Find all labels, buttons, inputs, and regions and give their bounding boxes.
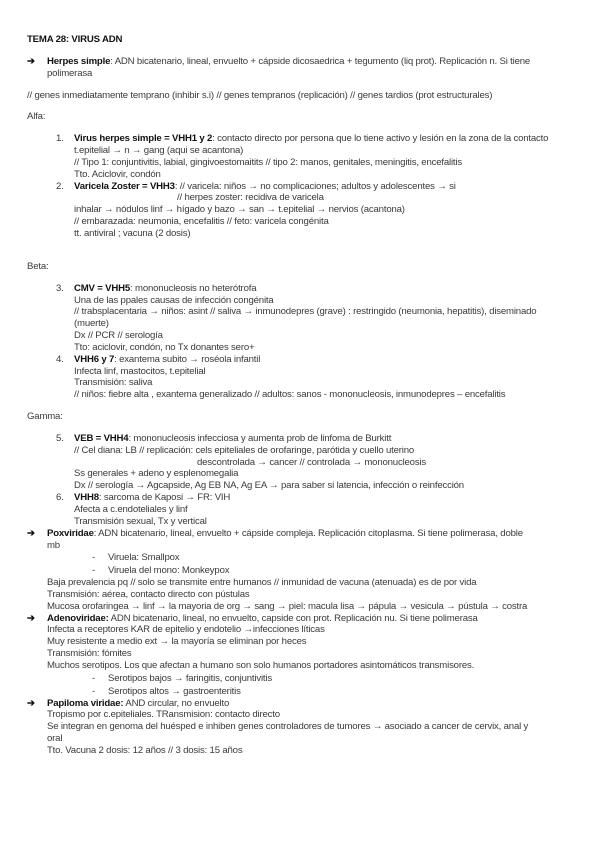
item-heading: Virus herpes simple = VHH1 y 2 — [74, 133, 213, 145]
text-line: (muerte) — [74, 318, 109, 330]
text-line: Muy resistente a medio ext → la mayoría se eliminan por heces — [47, 636, 307, 648]
list-item-5 — [0, 433, 600, 445]
line-text: : // varicela: niños → no complicaciones; adultos y adolescentes → si — [174, 180, 456, 192]
text-line: Baja prevalencia pq // solo se transmite entre humanos // inmunidad de vacuna (atenuada) es de por vida — [47, 577, 477, 589]
section-heading: Adenoviridae: — [47, 612, 109, 624]
bullet-item — [0, 686, 600, 698]
text-line: Transmisión: fómites — [47, 648, 132, 660]
text-line: // genes inmediatamente temprano (inhibir s.i) // genes tempranos (replicación) // genes tardios (prot estructurales) — [27, 89, 493, 101]
arrow-icon: ➔ — [27, 55, 35, 67]
line-text: Viruela: Smallpox — [108, 552, 180, 564]
text-line: Una de las ppales causas de infección congénita — [74, 294, 274, 306]
list-number: 1. — [56, 133, 64, 145]
text-line: Transmisión sexual, Tx y vertical — [74, 515, 207, 527]
text-line: // Cel diana: LB // replicación: cels epiteliales de orofaringe, parótida y cuello uterino — [74, 444, 415, 456]
dash-bullet: - — [92, 552, 96, 564]
line-text: : mononucleosis no heterótrofa — [130, 282, 257, 294]
text-line: polimerasa — [47, 67, 93, 79]
section-poxviridae — [0, 528, 600, 540]
list-item-1 — [0, 133, 600, 145]
list-number: 5. — [56, 432, 64, 444]
bullet-item — [0, 552, 600, 564]
document-title: TEMA 28: VIRUS ADN — [27, 34, 123, 45]
text-line: mb — [47, 539, 60, 551]
line-text: : sarcoma de Kaposi → FR: VIH — [98, 492, 231, 504]
section-papiloma-viridae — [0, 698, 600, 710]
item-heading: Varicela Zoster = VHH3 — [74, 180, 175, 192]
line-text: : mononucleosis infecciosa y aumenta prob de linfoma de Burkitt — [128, 432, 392, 444]
text-line: Tto. Vacuna 2 dosis: 12 años // 3 dosis: 15 años — [47, 744, 243, 756]
arrow-icon: ➔ — [27, 697, 35, 709]
dash-bullet: - — [92, 685, 96, 697]
text-line: tt. antiviral ; vacuna (2 dosis) — [74, 227, 191, 239]
section-heading: Papiloma viridae: — [47, 697, 124, 709]
text-line: t.epitelial → n → gang (aqui se acantona) — [74, 145, 244, 157]
subheading-gamma: Gamma: — [27, 411, 63, 423]
text-line: Se integran en genoma del huésped e inhiben genes controladores de tumores → asociado a cancer de cervix, anal y — [47, 721, 529, 733]
line-text: : ADN bicatenario, lineal, envuelto + cápside dicosaedrica + tegumento (liq prot). Replicación n. Si tiene — [110, 55, 531, 67]
text-line: Tto: aciclovir, condón, no Tx donantes sero+ — [74, 341, 255, 353]
text-line: Transmisión: aérea, contacto directo con pústulas — [47, 588, 250, 600]
text-line: Dx // PCR // serología — [74, 330, 163, 342]
text-line: // trabsplacentaria → niños: asint // saliva → inmunodepres (grave) : restringido (neumonia, hepatitis), diseminado — [74, 306, 537, 318]
text-line: Tto. Aciclovir, condón — [74, 168, 161, 180]
text-line: Dx // serología → Agcapside, Ag EB NA, Ag EA → para saber si latencia, infección o reinfección — [74, 480, 464, 492]
document-page — [0, 34, 600, 757]
text-line: Infecta linf, mastocitos, t.epitelial — [74, 365, 206, 377]
list-number: 3. — [56, 282, 64, 294]
text-line: Ss generales + adeno y esplenomegalia — [74, 468, 239, 480]
text-line: Infecta a receptores KAR de epitelio y endotelio →infecciones líticas — [47, 624, 325, 636]
arrow-icon: ➔ — [27, 612, 35, 624]
line-text: AND circular, no envuelto — [123, 697, 230, 709]
list-item-3 — [0, 283, 600, 295]
section-herpes-simple — [0, 56, 600, 68]
section-heading: Poxviridae — [47, 527, 94, 539]
line-text: : exantema subito → roséola infantil — [114, 353, 261, 365]
list-item-2 — [0, 181, 600, 193]
text-line: Mucosa orofaringea → linf → la mayoria de org → sang → piel: macula lisa → pápula → vesicula → pústula → costra — [47, 600, 528, 612]
list-item-6 — [0, 492, 600, 504]
text-line: Tropismo por c.epiteliales. TRansmision: contacto directo — [47, 709, 280, 721]
text-line: // Tipo 1: conjuntivitis, labial, gingivoestomaitits // tipo 2: manos, genitales, meningitis, encefalitis — [74, 156, 462, 168]
item-heading: CMV = VHH5 — [74, 282, 131, 294]
item-heading: VHH8 — [74, 492, 99, 504]
line-text: Serotipos altos → gastroenteritis — [108, 685, 241, 697]
arrow-icon: ➔ — [27, 527, 35, 539]
text-line: descontrolada → cancer // controlada → mononucleosis — [197, 456, 427, 468]
bullet-item — [0, 565, 600, 577]
subheading-beta: Beta: — [27, 260, 49, 272]
list-number: 6. — [56, 492, 64, 504]
line-text: : ADN bicatenario, lineal, envuelto + cápside compleja. Replicación citoplasma. Si tiene polimerasa, doble — [93, 527, 523, 539]
section-adenoviridae — [0, 613, 600, 625]
text-line: Muchos serotipos. Los que afectan a humano son solo humanos portadores asintomáticos transmisores. — [47, 659, 475, 671]
dash-bullet: - — [92, 565, 96, 577]
section-heading: Herpes simple — [47, 55, 111, 67]
list-number: 4. — [56, 353, 64, 365]
text-line: // embarazada: neumonia, encefalitis // feto: varicela congénita — [74, 216, 329, 228]
list-item-4 — [0, 354, 600, 366]
item-heading: VHH6 y 7 — [74, 353, 115, 365]
list-number: 2. — [56, 180, 64, 192]
line-text: Serotipos bajos → faringitis, conjuntivitis — [108, 672, 272, 684]
item-heading: VEB = VHH4 — [74, 432, 129, 444]
text-line: Afecta a c.endoteliales y linf — [74, 504, 188, 515]
dash-bullet: - — [92, 672, 96, 684]
text-line: // herpes zoster: recidiva de varicela — [177, 192, 324, 204]
text-line: Transmisión: saliva — [74, 377, 153, 389]
bullet-item — [0, 673, 600, 685]
line-text: Viruela del mono: Monkeypox — [108, 565, 230, 577]
text-line: oral — [47, 733, 63, 745]
text-line: // niños: fiebre alta , exantema generalizado // adultos: sanos - mononucleosis, inmunodepres – encefalitis — [74, 389, 506, 401]
text-line: inhalar → nódulos linf → hígado y bazo → san → t.epitelial → nervios (acantona) — [74, 204, 405, 216]
subheading-alfa: Alfa: — [27, 111, 46, 123]
line-text: ADN bicatenario, lineal, no envuelto, capside con prot. Replicación nu. Si tiene polimerasa — [108, 612, 478, 624]
line-text: : contacto directo por persona que lo tiene activo y lesión en la zona de la contacto — [212, 133, 549, 145]
